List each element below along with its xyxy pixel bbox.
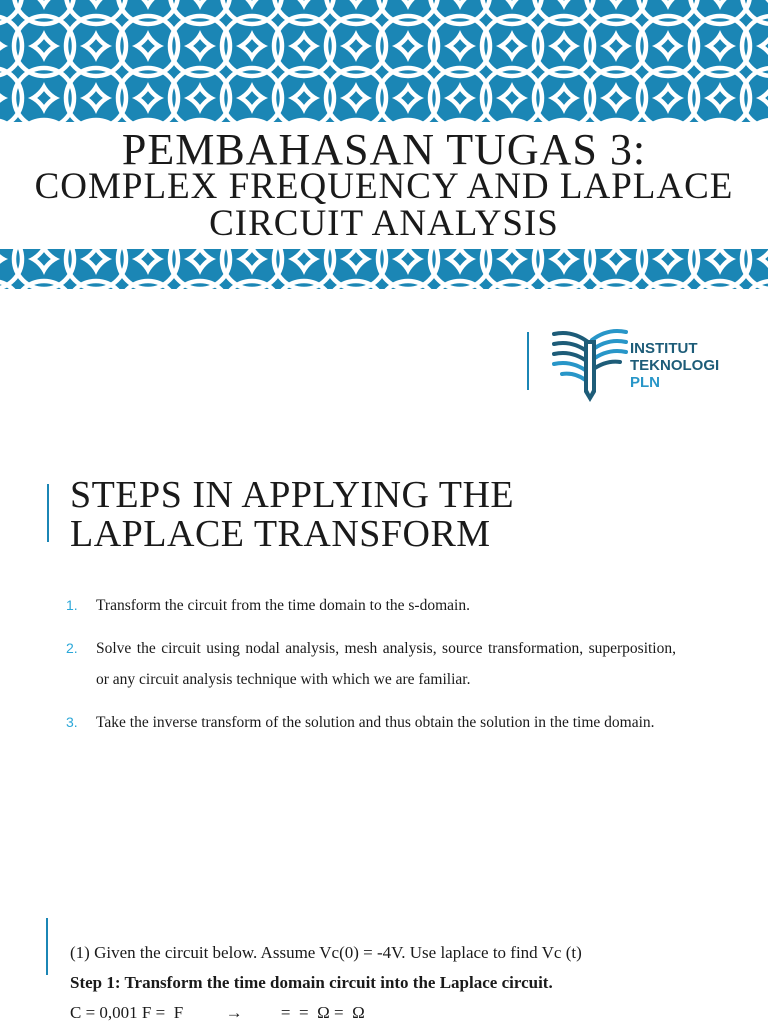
logo-divider	[527, 332, 529, 390]
list-item-text: Transform the circuit from the time domain to the s-domain.	[96, 597, 470, 614]
book-logo-icon	[550, 326, 630, 411]
ring-pattern	[0, 0, 768, 122]
title-banner	[0, 122, 768, 249]
page-subtitle-line-2: CIRCUIT ANALYSIS	[209, 203, 559, 244]
list-item	[66, 590, 676, 621]
list-item	[66, 633, 676, 695]
section-heading	[70, 476, 514, 554]
ring-pattern	[0, 249, 768, 289]
section-accent-bar	[47, 484, 49, 542]
logo-text-line: TEKNOLOGI	[630, 357, 720, 374]
list-item-number: 3.	[66, 714, 78, 730]
logo-text-line: INSTITUT	[630, 340, 698, 357]
pattern-band-bottom	[0, 249, 768, 289]
problem-block	[70, 938, 582, 1028]
section-heading-line: LAPLACE TRANSFORM	[70, 513, 491, 555]
list-item-number: 1.	[66, 597, 78, 613]
step-label: Step 1: Transform the time domain circuit into the Laplace circuit.	[70, 973, 553, 992]
section-heading-line: STEPS IN APPLYING THE	[70, 474, 515, 516]
logo-text-line: PLN	[630, 374, 660, 391]
list-item-text: Solve the circuit using nodal analysis, mesh analysis, source transformation, superposition, or any circuit analysis technique with which we are familiar.	[96, 640, 676, 688]
institution-logo-text	[630, 340, 719, 391]
list-item-text: Take the inverse transform of the solution and thus obtain the solution in the time domain.	[96, 714, 655, 731]
pattern-band-top	[0, 0, 768, 122]
list-item-number: 2.	[66, 640, 78, 656]
equation-line: C = 0,001 F = F → = = Ω = Ω	[70, 1003, 365, 1022]
page-title: PEMBAHASAN TUGAS 3:	[121, 125, 647, 174]
list-item	[66, 707, 676, 738]
steps-list	[66, 590, 676, 750]
page-subtitle-line-1: COMPLEX FREQUENCY AND LAPLACE	[34, 166, 734, 207]
problem-statement: (1) Given the circuit below. Assume Vc(0) = -4V. Use laplace to find Vc (t)	[70, 943, 582, 962]
section-accent-bar	[46, 918, 48, 975]
